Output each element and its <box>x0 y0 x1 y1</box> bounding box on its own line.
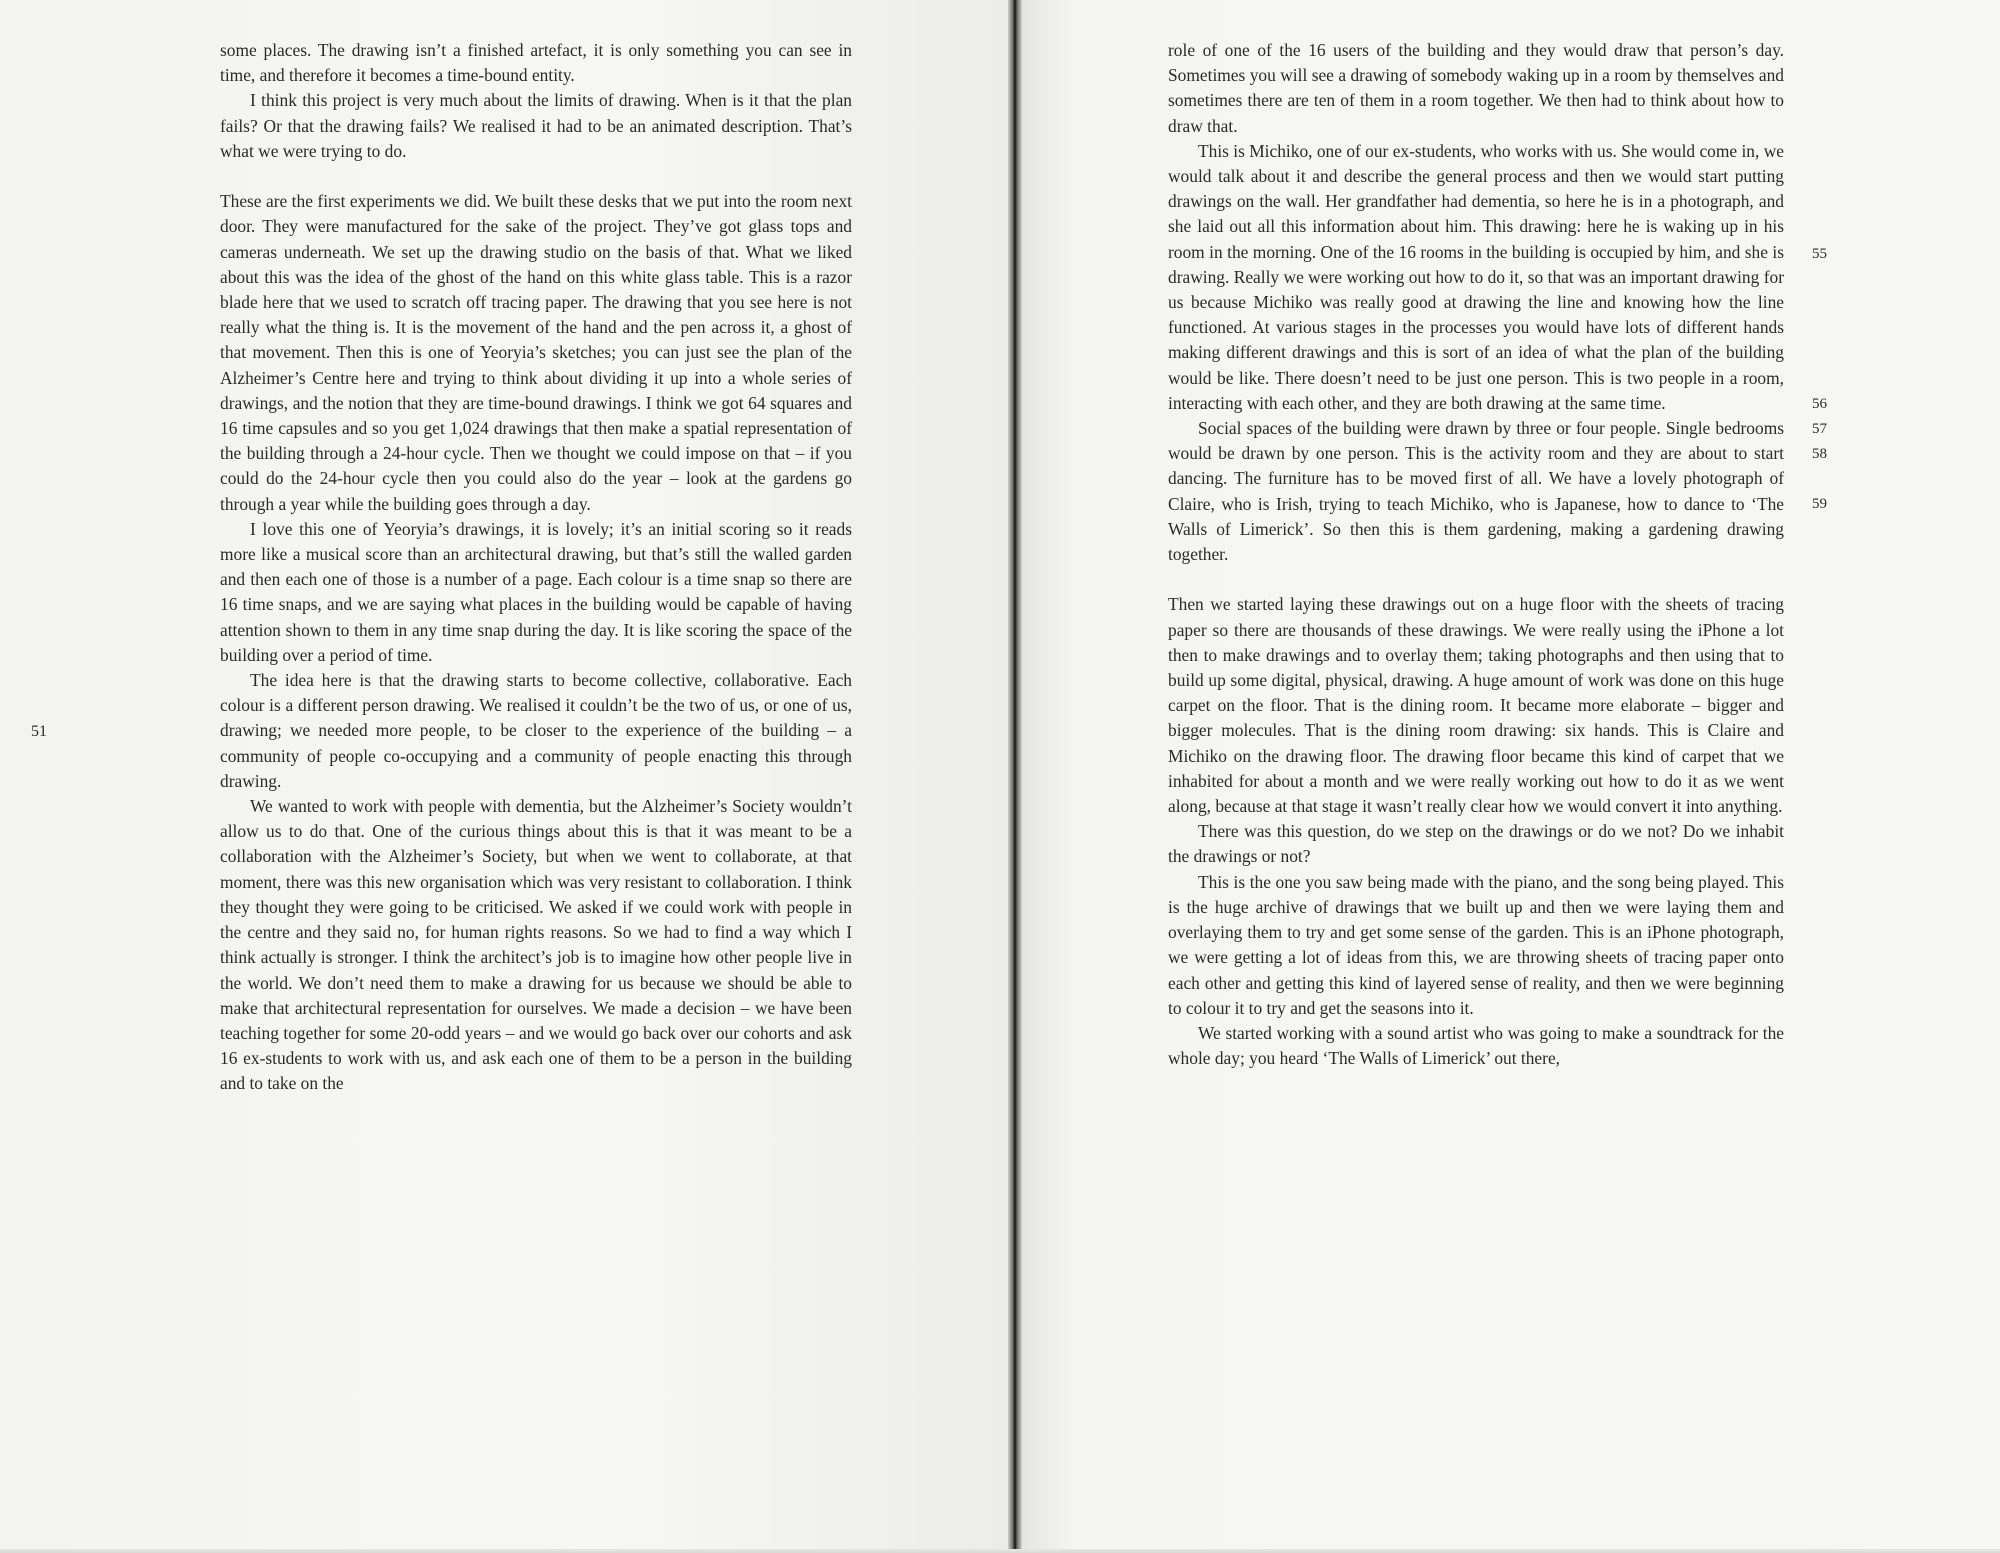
paragraph: I think this project is very much about the limits of drawing. When is it that the plan fails? Or that the drawing fails? We realised it had to be an animated description. That’s what we were trying to do. <box>220 90 852 161</box>
page-number: 51 <box>31 723 47 740</box>
margin-reference: 57 <box>1812 421 1827 437</box>
paragraph: Social spaces of the building were drawn by three or four people. Single bedrooms would be drawn by one person. This is the activity room and they are about to start dancing. The furniture has to be moved first of all. We have a lovely photograph of Claire, who is Irish, trying to teach Michiko, who is Japanese, how to dance to ‘The Walls of Limerick’. So then this is them gardening, making a gardening drawing together. <box>1168 418 1784 565</box>
paragraph: This is the one you saw being made with the piano, and the song being played. This is the huge archive of drawings that we built up and then we were laying them and overlaying them to try and get some sense of the garden. This is an iPhone photograph, we were getting a lot of ideas from this, we are throwing sheets of tracing paper onto each other and getting this kind of layered sense of reality, and then we were beginning to colour it to try and get the seasons into it. <box>1168 871 1784 1018</box>
page-bottom-edge <box>0 1549 2000 1553</box>
paragraph: The idea here is that the drawing starts to become collective, collaborative. Each colour is a different person drawing. We realised it couldn’t be the two of us, or one of us, drawing; we needed more people, to be closer to the experience of the building – a community of people co-occupying and a community of people enacting this through drawing. <box>220 670 852 791</box>
margin-reference: 55 <box>1812 246 1827 262</box>
paragraph: I love this one of Yeoryia’s drawings, it is lovely; it’s an initial scoring so it reads more like a musical score than an architectural drawing, but that’s still the walled garden and then each one of those is a number of a page. Each colour is a time snap so there are 16 time snaps, and we are saying what places in the building would be capable of having attention shown to them in any time snap during the day. It is like scoring the space of the building over a period of time. <box>220 518 852 665</box>
margin-reference: 58 <box>1812 446 1827 462</box>
margin-reference: 56 <box>1812 396 1827 412</box>
paragraph: There was this question, do we step on the drawings or do we not? Do we inhabit the drawings or not? <box>1168 821 1784 867</box>
paragraph: Then we started laying these drawings out on a huge floor with the sheets of tracing paper so there are thousands of these drawings. We were really using the iPhone a lot then to make drawings and to overlay them; taking photographs and then using that to build up some digital, physical, drawing. A huge amount of work was done on this huge carpet on the floor. That is the dining room. It became more elaborate – bigger and bigger molecules. That is the dining room drawing: six hands. This is Claire and Michiko on the drawing floor. The drawing floor became this kind of carpet that we inhabited for about a month and we were really working out how to do it as we went along, because at that stage it wasn’t really clear how we would convert it into anything. <box>1168 594 1784 817</box>
paragraph: These are the first experiments we did. We built these desks that we put into the room next door. They were manufactured for the sake of the project. They’ve got glass tops and cameras underneath. We set up the drawing studio on the basis of that. What we liked about this was the idea of the ghost of the hand on this white glass table. This is a razor blade here that we used to scratch off tracing paper. The drawing that you see here is not really what the thing is. It is the movement of the hand and the pen across it, a ghost of that movement. Then this is one of Yeoryia’s sketches; you can just see the plan of the Alzheimer’s Centre here and trying to think about dividing it up into a whole series of drawings, and the notion that they are time-bound drawings. I think we got 64 squares and 16 time capsules and so you get 1,024 drawings that then make a spatial representation of the building through a 24-hour cycle. Then we thought we could impose on that – if you could do the 24-hour cycle then you could also do the year – look at the gardens go through a year while the building goes through a day. <box>220 191 852 514</box>
left-text-column <box>220 38 852 1097</box>
paragraph: This is Michiko, one of our ex-students, who works with us. She would come in, we would talk about it and describe the general process and then we would start putting drawings on the wall. Her grandfather had dementia, so here he is in a photograph, and she laid out all this information about him. This drawing: here he is waking up in his room in the morning. One of the 16 rooms in the building is occupied by him, and she is drawing. Really we were working out how to do it, so that was an important drawing for us because Michiko was really good at drawing the line and knowing how the line functioned. At various stages in the processes you would have lots of different hands making different drawings and this is sort of an idea of what the plan of the building would be like. There doesn’t need to be just one person. This is two people in a room, interacting with each other, and they are both drawing at the same time. <box>1168 140 1784 413</box>
paragraph: We wanted to work with people with dementia, but the Alzheimer’s Society wouldn’t allow us to do that. One of the curious things about this is that it was meant to be a collaboration with the Alzheimer’s Society, but when we went to collaborate, at that moment, there was this new organisation which was very resistant to collaboration. I think they thought they were going to be criticised. We asked if we could work with people in the centre and they said no, for human rights reasons. So we had to find a way which I think actually is stronger. I think the architect’s job is to imagine how other people live in the world. We don’t need them to make a drawing for us because we should be able to make that architectural representation for ourselves. We made a decision – we have been teaching together for some 20-odd years – and we would go back over our cohorts and ask 16 ex-students to work with us, and ask each one of them to be a person in the building and to take on the <box>220 796 852 1094</box>
margin-reference: 59 <box>1812 496 1827 512</box>
right-text-column <box>1168 38 1784 1071</box>
book-gutter <box>1008 0 1022 1553</box>
paragraph: role of one of the 16 users of the building and they would draw that person’s day. Sometimes you will see a drawing of somebody waking up in a room by themselves and sometimes there are ten of them in a room together. We then had to think about how to draw that. <box>1168 40 1784 136</box>
paragraph: some places. The drawing isn’t a finished artefact, it is only something you can see in time, and therefore it becomes a time-bound entity. <box>220 40 852 86</box>
paragraph: We started working with a sound artist who was going to make a soundtrack for the whole day; you heard ‘The Walls of Limerick’ out there, <box>1168 1022 1784 1069</box>
